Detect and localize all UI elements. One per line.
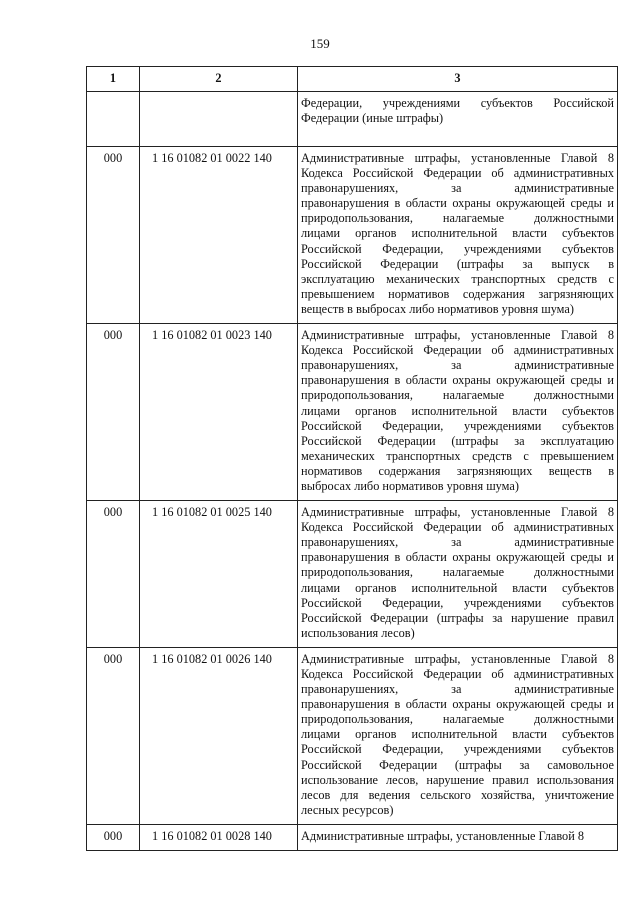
column-header-2: 2 [140, 67, 298, 92]
income-name-line: лицами органов исполнительной власти субъектов [301, 580, 614, 595]
income-name-line: Российской Федерации (штрафы за самовольное [301, 757, 614, 772]
admin-code-cell: 000 [87, 324, 140, 501]
column-header-3: 3 [298, 67, 618, 92]
income-name-line: Российской Федерации (штрафы за эксплуатацию [301, 433, 614, 448]
income-name-line: веществ в выбросах либо нормативов уровня шума) [301, 301, 574, 316]
income-name-line: эксплуатацию механических транспортных средств с [301, 271, 614, 286]
table-row [87, 501, 618, 648]
income-name-line: природопользования, налагаемые должностными [301, 565, 614, 580]
admin-code-cell: 000 [87, 824, 140, 850]
income-name-line: правонарушения в области охраны окружающей среды и [301, 373, 614, 388]
continuation-kbk-cell [140, 92, 298, 147]
income-name-cell [298, 501, 618, 648]
budget-classification-code-cell: 1 16 01082 01 0028 140 [140, 824, 298, 850]
income-name-line: механических транспортных средств с превышением [301, 448, 614, 463]
income-name-line: Административные штрафы, установленные Главой 8 [301, 328, 614, 343]
income-name-line: правонарушения в области охраны окружающей среды и [301, 697, 614, 712]
table-row [87, 647, 618, 824]
income-name-cell [298, 647, 618, 824]
income-name-line: правонарушениях, за административные [301, 682, 614, 697]
income-name-line: использование лесов, нарушение правил использования [301, 772, 614, 787]
income-name-line: Административные штрафы, установленные Главой 8 [301, 828, 585, 843]
income-name-line: Российской Федерации, учреждениями субъектов [301, 595, 614, 610]
income-name-line: лицами органов исполнительной власти субъектов [301, 226, 614, 241]
column-header-1: 1 [87, 67, 140, 92]
budget-classification-code-cell: 1 16 01082 01 0023 140 [140, 324, 298, 501]
income-name-line: Российской Федерации (штрафы за нарушение правил [301, 610, 614, 625]
income-name-line: Кодекса Российской Федерации об административных [301, 166, 614, 181]
income-name-line: природопользования, налагаемые должностными [301, 712, 614, 727]
table-row [87, 824, 618, 850]
income-name-line: Кодекса Российской Федерации об административных [301, 667, 614, 681]
income-name-line: Административные штрафы, установленные Главой 8 [301, 651, 614, 666]
admin-code-cell: 000 [87, 501, 140, 648]
income-name-line: правонарушениях, за административные [301, 181, 614, 196]
admin-code-cell: 000 [87, 647, 140, 824]
income-name-line: природопользования, налагаемые должностными [301, 388, 614, 403]
income-name-line: природопользования, налагаемые должностными [301, 211, 614, 226]
budget-codes-table [86, 66, 618, 851]
budget-classification-code-cell: 1 16 01082 01 0022 140 [140, 147, 298, 324]
income-name-line: правонарушениях, за административные [301, 358, 614, 373]
income-name-line: Российской Федерации, учреждениями субъектов [301, 241, 614, 256]
continuation-line: Федерации, учреждениями субъектов Российской [301, 96, 614, 110]
budget-classification-code-cell: 1 16 01082 01 0026 140 [140, 647, 298, 824]
page-number: 159 [310, 36, 330, 51]
continuation-admin-cell [87, 92, 140, 147]
table-row [87, 147, 618, 324]
income-name-line: Административные штрафы, установленные Главой 8 [301, 151, 614, 165]
income-name-cell [298, 147, 618, 324]
income-name-cell [298, 324, 618, 501]
income-name-line: Российской Федерации, учреждениями субъектов [301, 418, 614, 433]
income-name-line: использования лесов) [301, 625, 415, 640]
income-name-line: лицами органов исполнительной власти субъектов [301, 403, 614, 418]
table-row [87, 324, 618, 501]
income-name-line: правонарушения в области охраны окружающей среды и [301, 196, 614, 211]
income-name-line: Российской Федерации, учреждениями субъектов [301, 742, 614, 757]
income-name-line: правонарушениях, за административные [301, 535, 614, 550]
admin-code-cell: 000 [87, 147, 140, 324]
income-name-line: лицами органов исполнительной власти субъектов [301, 727, 614, 742]
table-header-row [87, 67, 618, 92]
income-name-line: Российской Федерации (штрафы за выпуск в [301, 256, 614, 271]
income-name-line: лесных ресурсов) [301, 802, 394, 817]
income-name-line: лесов для ведения сельского хозяйства, уничтожение [301, 787, 614, 802]
income-name-line: Кодекса Российской Федерации об административных [301, 520, 614, 535]
income-name-line: Кодекса Российской Федерации об административных [301, 343, 614, 358]
income-name-line: превышением нормативов содержания загрязняющих [301, 286, 614, 301]
income-name-cell [298, 824, 618, 850]
income-name-line: выбросах либо нормативов уровня шума) [301, 478, 519, 493]
continuation-row [87, 92, 618, 147]
income-name-line: Административные штрафы, установленные Главой 8 [301, 505, 614, 520]
budget-classification-code-cell: 1 16 01082 01 0025 140 [140, 501, 298, 648]
income-name-line: правонарушения в области охраны окружающей среды и [301, 550, 614, 565]
continuation-line: Федерации (иные штрафы) [301, 111, 444, 126]
continuation-name-cell [298, 92, 618, 147]
income-name-line: нормативов содержания загрязняющих веществ в [301, 463, 614, 478]
